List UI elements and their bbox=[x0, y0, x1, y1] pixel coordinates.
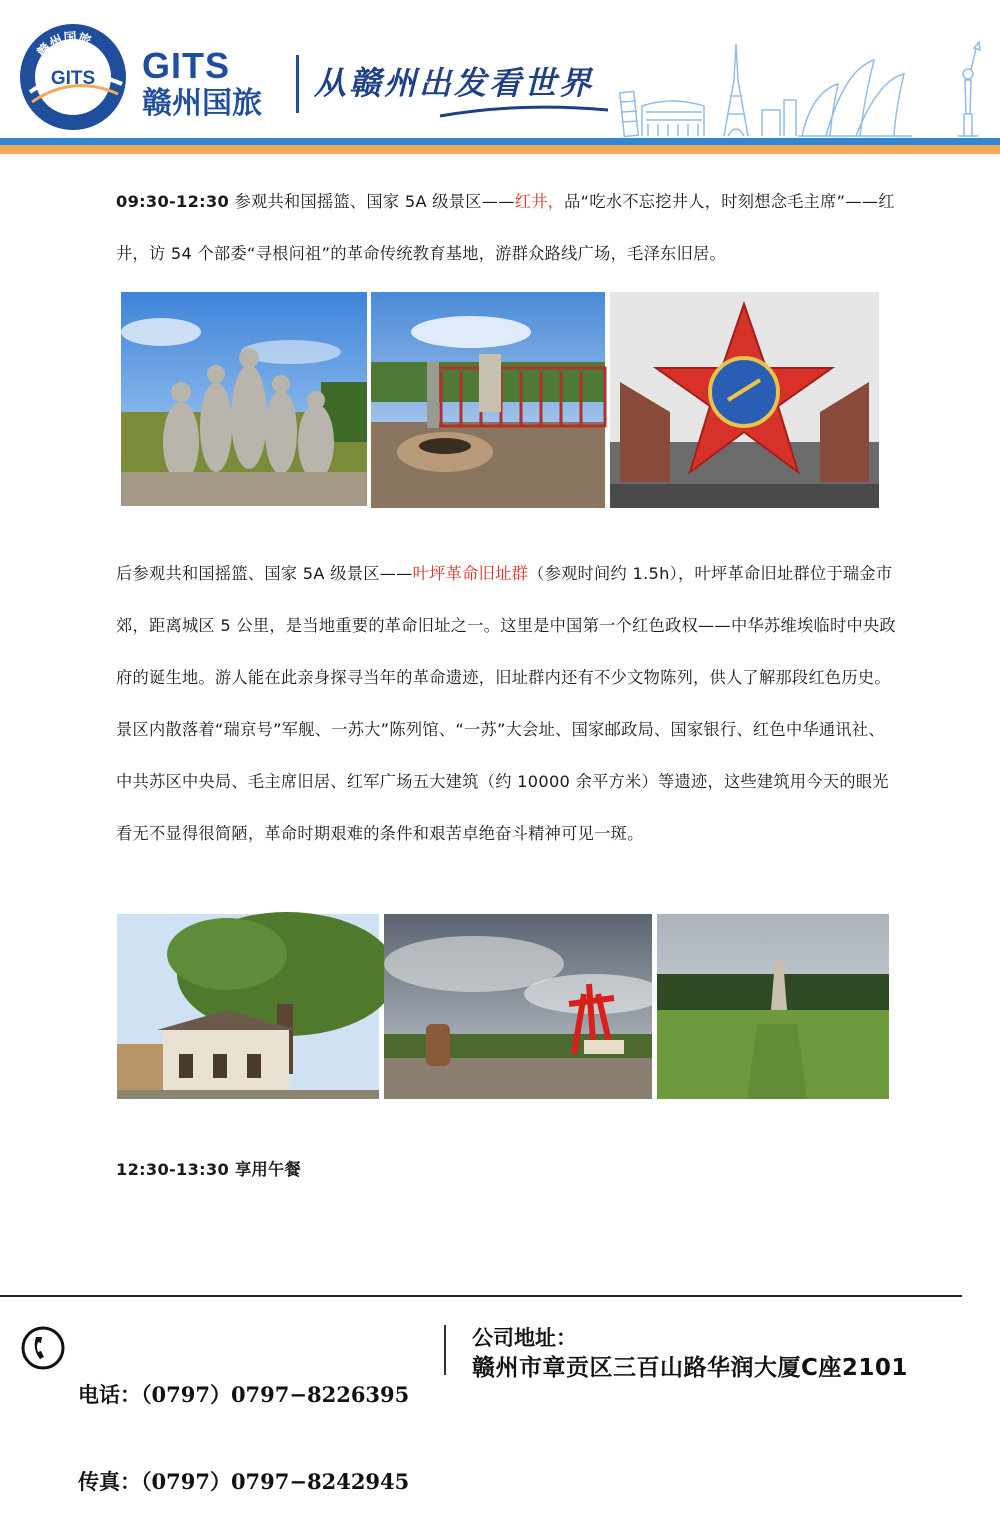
highlight-site: 叶坪革命旧址群 bbox=[412, 564, 529, 583]
red-well-photo bbox=[371, 292, 605, 508]
logo-ring-text: 赣州国旅 bbox=[34, 30, 93, 61]
company-address: 赣州市章贡区三百山路华润大厦C座2101 bbox=[472, 1355, 908, 1381]
paragraph-text: （参观时间约 1.5h），叶坪革命旧址群位于瑞金市郊，距离城区 5 公里，是当地重要的革命旧址之一。这里是中国第一个红色政权——中华苏维埃临时中央政府的诞生地。游人能在此亲身探寻当年的革命遗迹，旧址群内还有不少文物陈列，供人了解那段红色历史。景区内散落着“瑞京号”军舰、一苏大”陈列馆、“一苏”大会址、国家邮政局、国家银行、红色中华通讯社、中共苏区中央局、毛主席旧居、红军广场五大建筑（约 10000 余平方米）等遗迹，这些建筑用今天的眼光看无不显得很简陋，革命时期艰难的条件和艰苦卓绝奋斗精神可见一斑。 bbox=[116, 564, 896, 843]
slogan-swoosh-icon bbox=[440, 98, 610, 122]
brand-chinese: 赣州国旅 bbox=[142, 86, 262, 121]
paragraph-text: 后参观共和国摇篮、国家 5A 级景区—— bbox=[116, 564, 413, 583]
old-building-tree-photo bbox=[117, 914, 379, 1099]
itinerary-paragraph-yeping bbox=[116, 548, 896, 860]
fax-line: 传真：（0797）0797−8242945 bbox=[78, 1469, 410, 1494]
logo-inner-text: GITS bbox=[50, 68, 96, 89]
memorial-tower-lawn-photo bbox=[657, 914, 889, 1099]
phone-icon bbox=[20, 1325, 66, 1371]
highlight-site: 红井， bbox=[514, 192, 565, 211]
brand-block bbox=[142, 45, 262, 122]
footer-divider bbox=[444, 1325, 446, 1375]
itinerary-paragraph-hongjing bbox=[116, 176, 896, 280]
brand-english: GITS bbox=[142, 45, 231, 86]
contact-block bbox=[78, 1322, 409, 1525]
paragraph-text: 参观共和国摇篮、国家 5A 级景区—— bbox=[229, 192, 515, 211]
red-sculpture-square-photo bbox=[384, 914, 652, 1099]
footer-rule bbox=[0, 1295, 962, 1297]
gits-logo-icon bbox=[18, 22, 128, 132]
world-landmarks-skyline-icon bbox=[612, 40, 1000, 140]
telephone-line: 电话：（0797）0797−8226395 bbox=[78, 1382, 410, 1407]
page-header bbox=[0, 0, 1000, 160]
time-slot: 09:30-12:30 bbox=[116, 192, 230, 211]
lunch-line: 12:30-13:30 享用午餐 bbox=[116, 1160, 301, 1179]
header-stripe-orange bbox=[0, 145, 1000, 154]
header-stripe-blue bbox=[0, 138, 1000, 145]
address-label: 公司地址： bbox=[472, 1326, 577, 1350]
statue-group-photo bbox=[121, 292, 367, 506]
paragraph-text: 品“吃水不忘挖井人，时刻想念毛主席”——红井，访 54 个部委“寻根问祖”的革命传统教育基地，游群众路线广场，毛泽东旧居。 bbox=[116, 192, 895, 263]
red-star-monument-photo bbox=[610, 292, 879, 508]
header-divider bbox=[296, 55, 299, 113]
slogan: 从赣州出发看世界 bbox=[314, 64, 595, 102]
